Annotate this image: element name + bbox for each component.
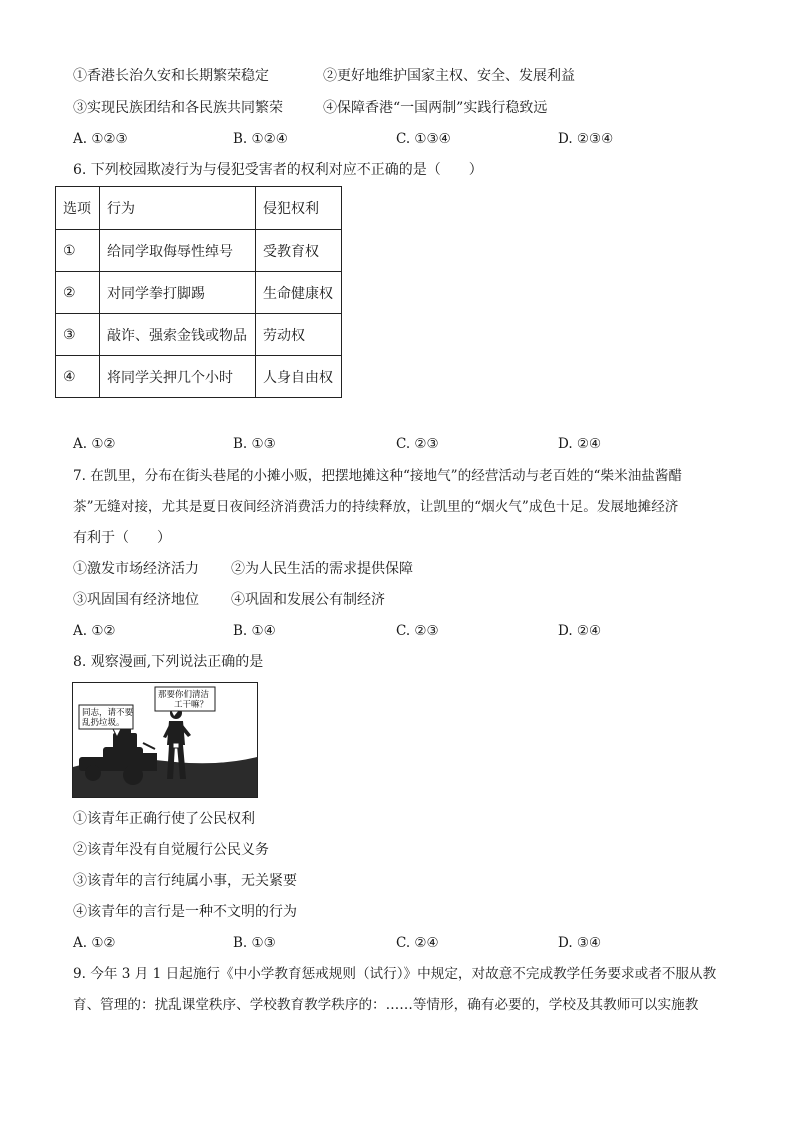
q8-options xyxy=(73,933,693,953)
bubble-left-line-2: 乱扔垃圾。 xyxy=(82,718,125,728)
q8-comic-image xyxy=(72,682,258,798)
q7-options xyxy=(73,621,693,641)
q9-stem-line-1: 9. 今年 3 月 1 日起施行《中小学教育惩戒规则（试行）》中规定，对故意不完成教学任务要求或者不服从教 xyxy=(73,966,717,982)
q8-option-b: B. ①③ xyxy=(233,935,276,951)
q8-option-c: C. ②④ xyxy=(396,935,439,951)
table-row xyxy=(56,272,342,314)
q5-option-b: B. ①②④ xyxy=(233,131,288,147)
bubble-right-line-2: 工干嘛？ xyxy=(174,700,209,710)
table-cell: ① xyxy=(56,230,100,272)
q7-items-row-1 xyxy=(73,559,693,579)
q7-option-c: C. ②③ xyxy=(396,623,439,639)
table-cell: 对同学拳打脚踢 xyxy=(100,272,256,314)
q7-option-a: A. ①② xyxy=(73,623,116,639)
q8-option-d: D. ③④ xyxy=(558,935,602,951)
q5-items-row-2 xyxy=(73,98,693,118)
table-header-cell: 行为 xyxy=(100,187,256,230)
bubble-left-line-1: 同志，请不要 xyxy=(82,708,134,718)
q7-stem-line-1: 7. 在凯里，分布在街头巷尾的小摊小贩，把摆地摊这种“接地气”的经营活动与老百姓的“柴米油盐酱醋 xyxy=(73,468,683,484)
q8-item-4: ④该青年的言行是一种不文明的行为 xyxy=(73,904,297,920)
q8-item-3: ③该青年的言行纯属小事，无关紧要 xyxy=(73,873,297,889)
q6-option-a: A. ①② xyxy=(73,436,116,452)
table-header-row xyxy=(56,187,342,230)
q8-item-2: ②该青年没有自觉履行公民义务 xyxy=(73,842,269,858)
q5-items-row-1 xyxy=(73,66,693,86)
table-cell: 敲诈、强索金钱或物品 xyxy=(100,314,256,356)
q6-option-c: C. ②③ xyxy=(396,436,439,452)
q8-option-a: A. ①② xyxy=(73,935,116,951)
q8-item-1: ①该青年正确行使了公民权利 xyxy=(73,811,255,827)
q5-option-a: A. ①②③ xyxy=(73,131,128,147)
q7-option-d: D. ②④ xyxy=(558,623,602,639)
q7-stem-line-2: 茶”无缝对接，尤其是夏日夜间经济消费活力的持续释放，让凯里的“烟火气”成色十足。发展地摊经济 xyxy=(73,499,679,515)
table-cell: 劳动权 xyxy=(256,314,342,356)
table-cell: 给同学取侮辱性绰号 xyxy=(100,230,256,272)
q5-options xyxy=(73,129,693,149)
q7-stem-line-3: 有利于（ ） xyxy=(73,530,171,546)
table-header-cell: 选项 xyxy=(56,187,100,230)
q7-item-4: ④巩固和发展公有制经济 xyxy=(231,592,385,608)
table-cell: ② xyxy=(56,272,100,314)
q6-stem: 6. 下列校园欺凌行为与侵犯受害者的权利对应不正确的是（ ） xyxy=(73,162,483,178)
q7-item-1: ①激发市场经济活力 xyxy=(73,561,199,577)
q8-stem: 8. 观察漫画,下列说法正确的是 xyxy=(73,654,264,670)
q5-item-4: ④保障香港“一国两制”实践行稳致远 xyxy=(323,100,548,116)
q7-option-b: B. ①④ xyxy=(233,623,276,639)
comic-illustration xyxy=(73,683,257,797)
q5-option-d: D. ②③④ xyxy=(558,131,614,147)
q5-option-c: C. ①③④ xyxy=(396,131,451,147)
q5-item-1: ①香港长治久安和长期繁荣稳定 xyxy=(73,68,269,84)
q6-option-d: D. ②④ xyxy=(558,436,602,452)
table-cell: ③ xyxy=(56,314,100,356)
table-row xyxy=(56,356,342,398)
q6-option-b: B. ①③ xyxy=(233,436,276,452)
q6-options xyxy=(73,434,693,454)
bubble-right-line-1: 那要你们清洁 xyxy=(158,690,210,700)
table-cell: 人身自由权 xyxy=(256,356,342,398)
table-cell: 生命健康权 xyxy=(256,272,342,314)
table-row xyxy=(56,230,342,272)
q9-stem-line-2: 育、管理的：扰乱课堂秩序、学校教育教学秩序的：……等情形，确有必要的，学校及其教师可以实施教 xyxy=(73,997,699,1013)
q7-item-2: ②为人民生活的需求提供保障 xyxy=(231,561,413,577)
q7-item-3: ③巩固国有经济地位 xyxy=(73,592,199,608)
table-cell: 受教育权 xyxy=(256,230,342,272)
q6-table xyxy=(55,186,342,398)
table-row xyxy=(56,314,342,356)
q7-items-row-2 xyxy=(73,590,693,610)
table-cell: 将同学关押几个小时 xyxy=(100,356,256,398)
q5-item-3: ③实现民族团结和各民族共同繁荣 xyxy=(73,100,283,116)
q5-item-2: ②更好地维护国家主权、安全、发展利益 xyxy=(323,68,575,84)
table-cell: ④ xyxy=(56,356,100,398)
table-header-cell: 侵犯权利 xyxy=(256,187,342,230)
